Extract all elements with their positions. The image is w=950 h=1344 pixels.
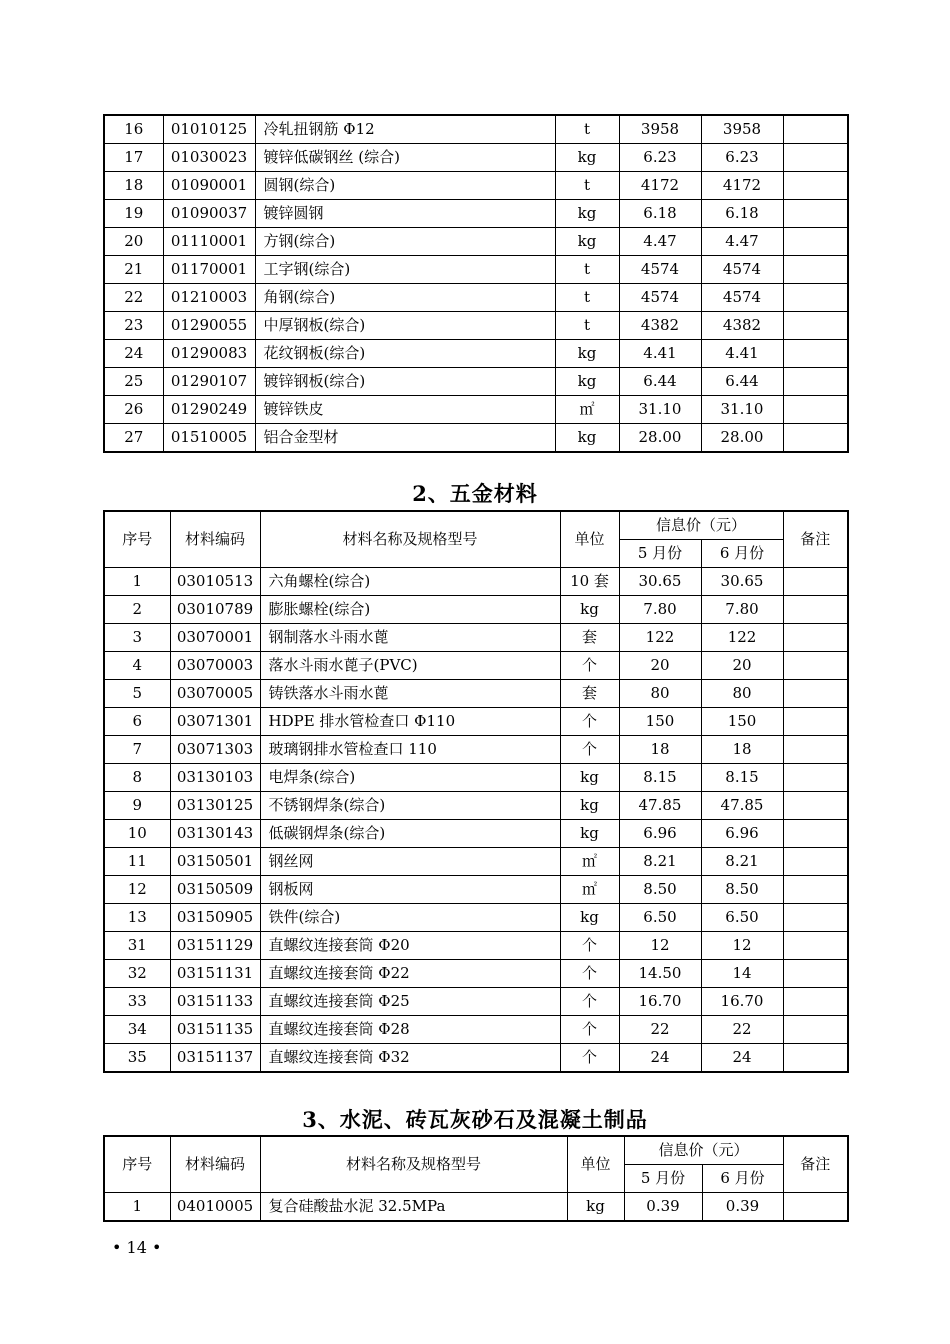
cell-unit: t <box>555 312 619 340</box>
cell-june-price: 80 <box>701 680 783 708</box>
cell-may-price: 4172 <box>619 172 701 200</box>
cell-no: 6 <box>104 708 170 736</box>
hardware-price-table <box>103 510 849 1073</box>
header-code: 材料编码 <box>170 1136 260 1193</box>
cell-unit: 套 <box>560 680 619 708</box>
cell-june-price: 7.80 <box>701 596 783 624</box>
cell-may-price: 8.21 <box>619 848 701 876</box>
cell-no: 1 <box>104 1193 170 1222</box>
cell-no: 3 <box>104 624 170 652</box>
cell-note <box>783 736 848 764</box>
cell-no: 25 <box>104 368 163 396</box>
cell-code: 01290083 <box>163 340 255 368</box>
cell-name: 钢板网 <box>260 876 560 904</box>
cell-unit: kg <box>567 1193 624 1222</box>
cell-may-price: 22 <box>619 1016 701 1044</box>
cell-no: 7 <box>104 736 170 764</box>
cell-may-price: 8.15 <box>619 764 701 792</box>
cell-may-price: 12 <box>619 932 701 960</box>
table-row <box>104 624 848 652</box>
cell-name: 镀锌低碳钢丝 (综合) <box>255 144 555 172</box>
cell-june-price: 4172 <box>701 172 783 200</box>
cell-june-price: 12 <box>701 932 783 960</box>
cell-no: 12 <box>104 876 170 904</box>
cell-may-price: 6.50 <box>619 904 701 932</box>
header-may: 5 月份 <box>624 1165 702 1193</box>
cell-unit: kg <box>560 820 619 848</box>
page-number: • 14 • <box>112 1238 162 1257</box>
cell-unit: kg <box>560 596 619 624</box>
cell-note <box>783 1044 848 1073</box>
cell-unit: t <box>555 172 619 200</box>
cell-may-price: 6.23 <box>619 144 701 172</box>
cell-unit: 个 <box>560 1016 619 1044</box>
cell-no: 9 <box>104 792 170 820</box>
cell-no: 1 <box>104 568 170 596</box>
cell-code: 03070003 <box>170 652 260 680</box>
table-row <box>104 256 848 284</box>
table-row <box>104 932 848 960</box>
cell-code: 03010513 <box>170 568 260 596</box>
cell-note <box>783 624 848 652</box>
cell-may-price: 28.00 <box>619 424 701 453</box>
hardware-table-body <box>104 568 848 1073</box>
cell-may-price: 4574 <box>619 256 701 284</box>
cell-note <box>783 848 848 876</box>
cell-code: 01090037 <box>163 200 255 228</box>
table-row <box>104 960 848 988</box>
table-row <box>104 284 848 312</box>
cell-unit: ㎡ <box>560 876 619 904</box>
cell-name: 铸铁落水斗雨水蓖 <box>260 680 560 708</box>
cell-june-price: 0.39 <box>702 1193 783 1222</box>
table-row <box>104 1016 848 1044</box>
cell-code: 03150501 <box>170 848 260 876</box>
cell-name: 角钢(综合) <box>255 284 555 312</box>
cell-code: 01010125 <box>163 115 255 144</box>
cell-unit: t <box>555 256 619 284</box>
cell-note <box>783 256 848 284</box>
cell-june-price: 20 <box>701 652 783 680</box>
cell-note <box>783 960 848 988</box>
cell-note <box>783 596 848 624</box>
cell-note <box>783 115 848 144</box>
cell-june-price: 4382 <box>701 312 783 340</box>
cell-may-price: 3958 <box>619 115 701 144</box>
cell-no: 33 <box>104 988 170 1016</box>
header-may: 5 月份 <box>619 540 701 568</box>
table-row <box>104 172 848 200</box>
cell-note <box>783 708 848 736</box>
cell-code: 01090001 <box>163 172 255 200</box>
cell-unit: kg <box>555 424 619 453</box>
cell-no: 11 <box>104 848 170 876</box>
cell-no: 10 <box>104 820 170 848</box>
cell-note <box>783 764 848 792</box>
cell-unit: kg <box>560 792 619 820</box>
cell-june-price: 31.10 <box>701 396 783 424</box>
cell-june-price: 3958 <box>701 115 783 144</box>
cell-june-price: 47.85 <box>701 792 783 820</box>
cell-may-price: 122 <box>619 624 701 652</box>
table-row <box>104 792 848 820</box>
cell-no: 26 <box>104 396 163 424</box>
cell-june-price: 8.50 <box>701 876 783 904</box>
cell-code: 03151135 <box>170 1016 260 1044</box>
table-row <box>104 368 848 396</box>
cell-name: 钢制落水斗雨水蓖 <box>260 624 560 652</box>
cell-name: 工字钢(综合) <box>255 256 555 284</box>
cement-price-table <box>103 1135 849 1222</box>
table-row <box>104 144 848 172</box>
table-row <box>104 904 848 932</box>
cell-unit: t <box>555 115 619 144</box>
table-row <box>104 680 848 708</box>
cell-name: 直螺纹连接套筒 Φ22 <box>260 960 560 988</box>
cell-code: 01170001 <box>163 256 255 284</box>
cell-note <box>783 340 848 368</box>
cell-code: 01110001 <box>163 228 255 256</box>
cell-may-price: 24 <box>619 1044 701 1073</box>
cell-no: 8 <box>104 764 170 792</box>
table-row <box>104 988 848 1016</box>
cell-june-price: 22 <box>701 1016 783 1044</box>
cell-note <box>783 1193 848 1222</box>
cell-name: 冷轧扭钢筋 Φ12 <box>255 115 555 144</box>
table-row <box>104 568 848 596</box>
header-name: 材料名称及规格型号 <box>260 1136 567 1193</box>
cell-note <box>783 424 848 453</box>
cell-unit: 个 <box>560 736 619 764</box>
cell-june-price: 18 <box>701 736 783 764</box>
table-row <box>104 848 848 876</box>
cell-code: 03070005 <box>170 680 260 708</box>
header-june: 6 月份 <box>701 540 783 568</box>
table-row <box>104 820 848 848</box>
cell-no: 4 <box>104 652 170 680</box>
cell-note <box>783 652 848 680</box>
cell-may-price: 30.65 <box>619 568 701 596</box>
cell-note <box>783 680 848 708</box>
cell-name: 圆钢(综合) <box>255 172 555 200</box>
cell-may-price: 150 <box>619 708 701 736</box>
cell-may-price: 4.47 <box>619 228 701 256</box>
cell-unit: kg <box>560 764 619 792</box>
cell-no: 27 <box>104 424 163 453</box>
cell-june-price: 6.44 <box>701 368 783 396</box>
cell-code: 01290055 <box>163 312 255 340</box>
cell-june-price: 4574 <box>701 256 783 284</box>
cell-name: 六角螺栓(综合) <box>260 568 560 596</box>
cell-note <box>783 568 848 596</box>
cell-may-price: 80 <box>619 680 701 708</box>
cell-unit: kg <box>555 200 619 228</box>
cell-unit: 个 <box>560 1044 619 1073</box>
cell-june-price: 24 <box>701 1044 783 1073</box>
cell-may-price: 6.44 <box>619 368 701 396</box>
cell-no: 2 <box>104 596 170 624</box>
cell-note <box>783 312 848 340</box>
cell-unit: kg <box>555 368 619 396</box>
cell-code: 01290107 <box>163 368 255 396</box>
cell-june-price: 4.41 <box>701 340 783 368</box>
table-row <box>104 1044 848 1073</box>
table-row <box>104 876 848 904</box>
header-unit: 单位 <box>567 1136 624 1193</box>
cell-june-price: 150 <box>701 708 783 736</box>
cell-name: 低碳钢焊条(综合) <box>260 820 560 848</box>
cell-no: 23 <box>104 312 163 340</box>
header-note: 备注 <box>783 1136 848 1193</box>
cell-name: 电焊条(综合) <box>260 764 560 792</box>
cell-no: 19 <box>104 200 163 228</box>
cell-unit: kg <box>555 340 619 368</box>
table-row <box>104 596 848 624</box>
cell-code: 04010005 <box>170 1193 260 1222</box>
cell-june-price: 122 <box>701 624 783 652</box>
cell-june-price: 4574 <box>701 284 783 312</box>
table-header-row <box>104 511 848 540</box>
table-row <box>104 340 848 368</box>
cell-name: 钢丝网 <box>260 848 560 876</box>
cell-june-price: 6.96 <box>701 820 783 848</box>
cell-code: 03150905 <box>170 904 260 932</box>
cell-june-price: 28.00 <box>701 424 783 453</box>
cell-may-price: 31.10 <box>619 396 701 424</box>
cell-no: 5 <box>104 680 170 708</box>
cell-code: 03151131 <box>170 960 260 988</box>
cell-name: 铁件(综合) <box>260 904 560 932</box>
cell-code: 01290249 <box>163 396 255 424</box>
cell-name: 铝合金型材 <box>255 424 555 453</box>
cell-may-price: 6.96 <box>619 820 701 848</box>
table-header-row <box>104 1136 848 1165</box>
header-note: 备注 <box>783 511 848 568</box>
cell-no: 32 <box>104 960 170 988</box>
cell-note <box>783 368 848 396</box>
cell-unit: kg <box>555 228 619 256</box>
cell-unit: 10 套 <box>560 568 619 596</box>
header-june: 6 月份 <box>702 1165 783 1193</box>
cell-no: 18 <box>104 172 163 200</box>
cell-note <box>783 228 848 256</box>
cell-unit: 个 <box>560 988 619 1016</box>
cell-code: 01030023 <box>163 144 255 172</box>
table-row <box>104 396 848 424</box>
cell-code: 01510005 <box>163 424 255 453</box>
table-row <box>104 1193 848 1222</box>
table-row <box>104 115 848 144</box>
cell-name: HDPE 排水管检查口 Φ110 <box>260 708 560 736</box>
table-row <box>104 312 848 340</box>
cell-no: 34 <box>104 1016 170 1044</box>
cell-may-price: 4382 <box>619 312 701 340</box>
cell-code: 03070001 <box>170 624 260 652</box>
cell-june-price: 16.70 <box>701 988 783 1016</box>
cell-code: 03151137 <box>170 1044 260 1073</box>
cell-note <box>783 820 848 848</box>
cell-name: 花纹钢板(综合) <box>255 340 555 368</box>
cell-name: 复合硅酸盐水泥 32.5MPa <box>260 1193 567 1222</box>
cell-no: 13 <box>104 904 170 932</box>
cell-unit: 个 <box>560 652 619 680</box>
header-name: 材料名称及规格型号 <box>260 511 560 568</box>
cell-name: 镀锌圆钢 <box>255 200 555 228</box>
cell-no: 31 <box>104 932 170 960</box>
cell-unit: ㎡ <box>560 848 619 876</box>
cell-name: 不锈钢焊条(综合) <box>260 792 560 820</box>
cell-code: 03010789 <box>170 596 260 624</box>
cell-name: 直螺纹连接套筒 Φ25 <box>260 988 560 1016</box>
cell-no: 17 <box>104 144 163 172</box>
header-unit: 单位 <box>560 511 619 568</box>
cell-may-price: 47.85 <box>619 792 701 820</box>
header-price: 信息价（元） <box>619 511 783 540</box>
cell-code: 03130125 <box>170 792 260 820</box>
cell-may-price: 18 <box>619 736 701 764</box>
cell-code: 03071303 <box>170 736 260 764</box>
table-row <box>104 652 848 680</box>
cell-code: 03130143 <box>170 820 260 848</box>
cell-name: 直螺纹连接套筒 Φ20 <box>260 932 560 960</box>
cement-table-body <box>104 1193 848 1222</box>
cell-no: 21 <box>104 256 163 284</box>
cell-code: 03071301 <box>170 708 260 736</box>
cell-note <box>783 284 848 312</box>
cell-code: 03151129 <box>170 932 260 960</box>
cell-no: 24 <box>104 340 163 368</box>
cell-note <box>783 200 848 228</box>
cell-june-price: 30.65 <box>701 568 783 596</box>
cell-note <box>783 792 848 820</box>
cell-may-price: 8.50 <box>619 876 701 904</box>
table-row <box>104 708 848 736</box>
cell-name: 中厚钢板(综合) <box>255 312 555 340</box>
cell-code: 03150509 <box>170 876 260 904</box>
steel-price-table <box>103 114 849 453</box>
cell-name: 膨胀螺栓(综合) <box>260 596 560 624</box>
cell-note <box>783 396 848 424</box>
cell-unit: 个 <box>560 960 619 988</box>
cell-note <box>783 988 848 1016</box>
cell-note <box>783 172 848 200</box>
cell-unit: 个 <box>560 932 619 960</box>
header-code: 材料编码 <box>170 511 260 568</box>
table-row <box>104 424 848 453</box>
cell-code: 01210003 <box>163 284 255 312</box>
cell-no: 20 <box>104 228 163 256</box>
cell-name: 落水斗雨水蓖子(PVC) <box>260 652 560 680</box>
cell-note <box>783 144 848 172</box>
cell-june-price: 6.23 <box>701 144 783 172</box>
cell-may-price: 4574 <box>619 284 701 312</box>
cell-name: 镀锌铁皮 <box>255 396 555 424</box>
cell-name: 直螺纹连接套筒 Φ32 <box>260 1044 560 1073</box>
cell-unit: kg <box>555 144 619 172</box>
cell-unit: kg <box>560 904 619 932</box>
cell-unit: 套 <box>560 624 619 652</box>
cell-may-price: 6.18 <box>619 200 701 228</box>
cell-june-price: 14 <box>701 960 783 988</box>
cell-note <box>783 932 848 960</box>
cell-name: 直螺纹连接套筒 Φ28 <box>260 1016 560 1044</box>
cell-june-price: 4.47 <box>701 228 783 256</box>
cell-unit: 个 <box>560 708 619 736</box>
cell-june-price: 6.50 <box>701 904 783 932</box>
cell-june-price: 8.21 <box>701 848 783 876</box>
header-no: 序号 <box>104 511 170 568</box>
table-row <box>104 200 848 228</box>
header-no: 序号 <box>104 1136 170 1193</box>
table-row <box>104 764 848 792</box>
cell-may-price: 0.39 <box>624 1193 702 1222</box>
steel-table-body <box>104 115 848 452</box>
section-title-cement: 3、水泥、砖瓦灰砂石及混凝土制品 <box>302 1107 648 1132</box>
table-row <box>104 228 848 256</box>
cell-may-price: 16.70 <box>619 988 701 1016</box>
cell-code: 03130103 <box>170 764 260 792</box>
cell-no: 22 <box>104 284 163 312</box>
cell-name: 玻璃钢排水管检查口 110 <box>260 736 560 764</box>
cell-may-price: 14.50 <box>619 960 701 988</box>
table-row <box>104 736 848 764</box>
cell-code: 03151133 <box>170 988 260 1016</box>
cell-may-price: 4.41 <box>619 340 701 368</box>
cell-june-price: 8.15 <box>701 764 783 792</box>
cell-may-price: 20 <box>619 652 701 680</box>
cell-june-price: 6.18 <box>701 200 783 228</box>
cell-note <box>783 876 848 904</box>
cell-no: 35 <box>104 1044 170 1073</box>
cell-unit: t <box>555 284 619 312</box>
cell-no: 16 <box>104 115 163 144</box>
cell-unit: ㎡ <box>555 396 619 424</box>
cell-name: 方钢(综合) <box>255 228 555 256</box>
cell-name: 镀锌钢板(综合) <box>255 368 555 396</box>
section-title-hardware: 2、五金材料 <box>412 481 538 506</box>
cell-may-price: 7.80 <box>619 596 701 624</box>
cell-note <box>783 904 848 932</box>
cell-note <box>783 1016 848 1044</box>
header-price: 信息价（元） <box>624 1136 783 1165</box>
